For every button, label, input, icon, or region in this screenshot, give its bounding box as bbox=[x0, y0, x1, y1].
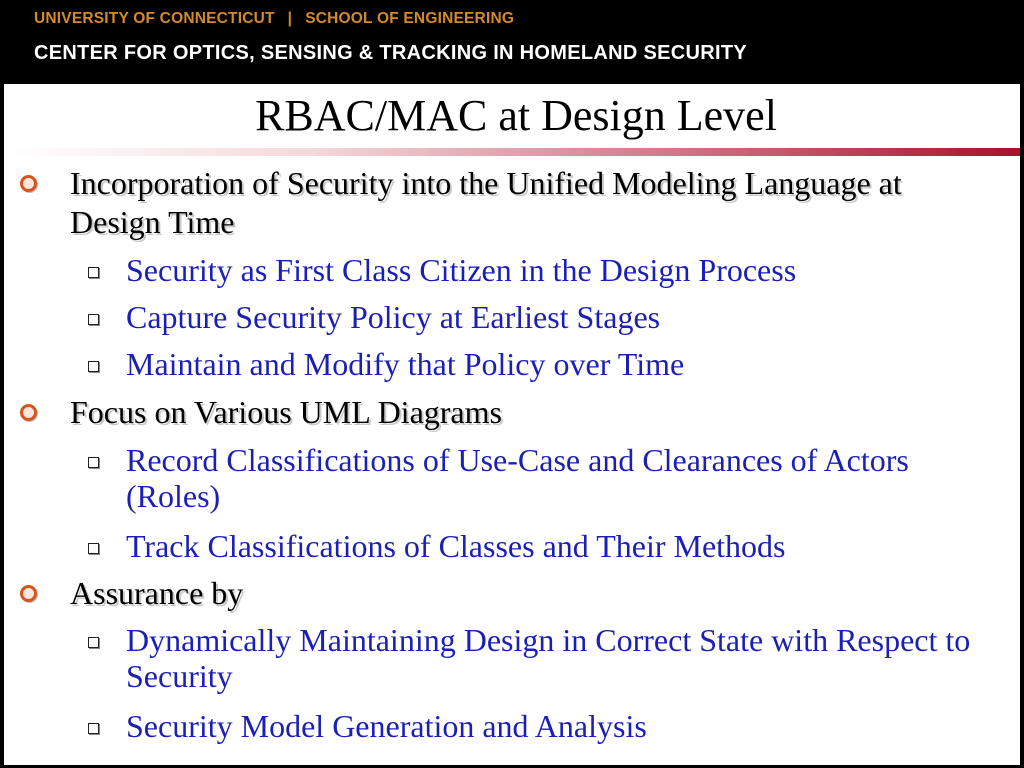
sub-bullet-item bbox=[126, 252, 1006, 288]
bullet-circle-icon bbox=[20, 175, 37, 192]
header-banner bbox=[0, 0, 1024, 84]
bullet-item bbox=[70, 393, 950, 432]
center-name: CENTER FOR OPTICS, SENSING & TRACKING IN HOMELAND SECURITY bbox=[34, 42, 747, 64]
bullet-item bbox=[70, 164, 950, 242]
sub-bullet-item bbox=[126, 528, 1006, 564]
content-panel bbox=[4, 84, 1020, 765]
header-separator: | bbox=[287, 10, 293, 27]
sub-bullet-text: Record Classifications of Use-Case and Clearances of Actors (Roles) bbox=[126, 442, 909, 514]
school-name: SCHOOL OF ENGINEERING bbox=[305, 10, 515, 27]
sub-bullet-item bbox=[126, 708, 1006, 744]
bullet-circle-icon bbox=[20, 404, 37, 421]
sub-bullet-item bbox=[126, 442, 1006, 514]
header-institution-line bbox=[34, 10, 514, 28]
sub-bullet-item bbox=[126, 346, 1006, 382]
bullet-text: Assurance by bbox=[70, 575, 244, 611]
university-name: UNIVERSITY OF CONNECTICUT bbox=[34, 10, 275, 27]
sub-bullet-square-icon bbox=[88, 314, 99, 325]
sub-bullet-square-icon bbox=[88, 361, 99, 372]
sub-bullet-square-icon bbox=[88, 723, 99, 734]
bullet-item bbox=[70, 574, 950, 613]
sub-bullet-square-icon bbox=[88, 457, 99, 468]
bullet-circle-icon bbox=[20, 585, 37, 602]
sub-bullet-text: Track Classifications of Classes and Their Methods bbox=[126, 528, 786, 564]
sub-bullet-item bbox=[126, 299, 1006, 335]
bullet-text: Focus on Various UML Diagrams bbox=[70, 394, 502, 430]
sub-bullet-item bbox=[126, 622, 1006, 694]
bullet-text: Incorporation of Security into the Unified Modeling Language at Design Time bbox=[70, 165, 902, 240]
title-underline-rule bbox=[4, 148, 1020, 156]
sub-bullet-square-icon bbox=[88, 267, 99, 278]
sub-bullet-square-icon bbox=[88, 543, 99, 554]
sub-bullet-text: Security as First Class Citizen in the Design Process bbox=[126, 252, 797, 288]
sub-bullet-text: Maintain and Modify that Policy over Time bbox=[126, 346, 685, 382]
sub-bullet-square-icon bbox=[88, 637, 99, 648]
sub-bullet-text: Dynamically Maintaining Design in Correct State with Respect to Security bbox=[126, 622, 971, 694]
sub-bullet-text: Security Model Generation and Analysis bbox=[126, 708, 647, 744]
sub-bullet-text: Capture Security Policy at Earliest Stages bbox=[126, 299, 661, 335]
slide-title: RBAC/MAC at Design Level bbox=[255, 91, 777, 140]
